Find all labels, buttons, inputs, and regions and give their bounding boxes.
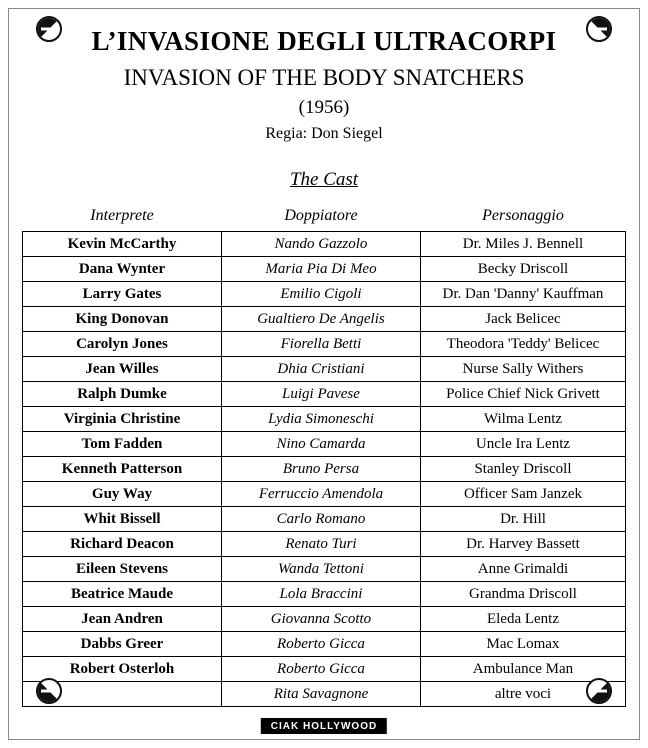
cell-doppiatore: Emilio Cigoli	[221, 282, 420, 307]
reel-mark-slit-icon	[41, 690, 57, 693]
cell-personaggio: Anne Grimaldi	[420, 557, 625, 582]
reel-mark-top-right-icon	[586, 16, 612, 42]
cell-doppiatore: Ferruccio Amendola	[221, 482, 420, 507]
table-header-row	[23, 205, 626, 232]
table-row	[23, 307, 626, 332]
table-row	[23, 507, 626, 532]
cell-doppiatore: Maria Pia Di Meo	[221, 257, 420, 282]
reel-mark-slit-icon	[591, 690, 607, 693]
table-row	[23, 457, 626, 482]
director-credit: Regia: Don Siegel	[265, 125, 383, 143]
document-header	[0, 0, 648, 143]
table-row	[23, 557, 626, 582]
column-header-interprete: Interprete	[90, 207, 154, 225]
cell-doppiatore: Luigi Pavese	[221, 382, 420, 407]
cell-personaggio: Stanley Driscoll	[420, 457, 625, 482]
cast-table-header	[23, 205, 626, 232]
cell-interprete: Jean Willes	[23, 357, 222, 382]
reel-mark-top-left-icon	[36, 16, 62, 42]
cell-personaggio: Officer Sam Janzek	[420, 482, 625, 507]
cell-doppiatore: Lydia Simoneschi	[221, 407, 420, 432]
table-row	[23, 532, 626, 557]
cell-interprete: Jean Andren	[23, 607, 222, 632]
cell-personaggio: Nurse Sally Withers	[420, 357, 625, 382]
table-row	[23, 632, 626, 657]
cell-doppiatore: Nando Gazzolo	[221, 232, 420, 257]
cell-personaggio: Wilma Lentz	[420, 407, 625, 432]
cell-interprete: Tom Fadden	[23, 432, 222, 457]
table-row	[23, 357, 626, 382]
cell-doppiatore: Fiorella Betti	[221, 332, 420, 357]
cell-interprete: Robert Osterloh	[23, 657, 222, 682]
cell-personaggio: Mac Lomax	[420, 632, 625, 657]
cell-interprete: Guy Way	[23, 482, 222, 507]
cell-interprete: Ralph Dumke	[23, 382, 222, 407]
column-header-doppiatore: Doppiatore	[284, 207, 358, 225]
reel-mark-slit-icon	[591, 28, 607, 31]
cell-doppiatore: Nino Camarda	[221, 432, 420, 457]
table-row	[23, 682, 626, 707]
cell-doppiatore: Giovanna Scotto	[221, 607, 420, 632]
reel-mark-bottom-right-icon	[586, 678, 612, 704]
cell-interprete: Richard Deacon	[23, 532, 222, 557]
cell-interprete: Dana Wynter	[23, 257, 222, 282]
table-row	[23, 282, 626, 307]
table-row	[23, 432, 626, 457]
cell-doppiatore: Lola Braccini	[221, 582, 420, 607]
table-row	[23, 407, 626, 432]
cast-table-wrapper	[22, 205, 626, 707]
cell-personaggio: Becky Driscoll	[420, 257, 625, 282]
cell-interprete: Dabbs Greer	[23, 632, 222, 657]
cell-personaggio: Grandma Driscoll	[420, 582, 625, 607]
cell-personaggio: Jack Belicec	[420, 307, 625, 332]
footer-logo: CIAK HOLLYWOOD	[261, 718, 387, 734]
cell-interprete: Carolyn Jones	[23, 332, 222, 357]
cell-personaggio: Eleda Lentz	[420, 607, 625, 632]
cell-personaggio: Ambulance Man	[420, 657, 625, 682]
cast-table	[22, 205, 626, 707]
page-title-english: INVASION OF THE BODY SNATCHERS	[123, 65, 525, 91]
table-row	[23, 607, 626, 632]
cell-interprete: Beatrice Maude	[23, 582, 222, 607]
cast-table-body	[23, 232, 626, 707]
cell-doppiatore: Roberto Gicca	[221, 657, 420, 682]
column-header-personaggio: Personaggio	[482, 207, 564, 225]
cell-doppiatore: Carlo Romano	[221, 507, 420, 532]
cell-personaggio: Theodora 'Teddy' Belicec	[420, 332, 625, 357]
reel-mark-slit-icon	[41, 28, 57, 31]
cell-doppiatore: Rita Savagnone	[221, 682, 420, 707]
cell-personaggio: Uncle Ira Lentz	[420, 432, 625, 457]
table-row	[23, 657, 626, 682]
cell-personaggio: Dr. Miles J. Bennell	[420, 232, 625, 257]
release-year: (1956)	[298, 97, 350, 119]
cell-doppiatore: Bruno Persa	[221, 457, 420, 482]
cast-section-heading: The Cast	[289, 169, 359, 191]
table-row	[23, 582, 626, 607]
cell-doppiatore: Renato Turi	[221, 532, 420, 557]
table-row	[23, 257, 626, 282]
cell-doppiatore: Wanda Tettoni	[221, 557, 420, 582]
cell-interprete: King Donovan	[23, 307, 222, 332]
reel-mark-bottom-left-icon	[36, 678, 62, 704]
cell-interprete: Larry Gates	[23, 282, 222, 307]
cell-interprete: Kevin McCarthy	[23, 232, 222, 257]
cell-interprete: Virginia Christine	[23, 407, 222, 432]
cell-doppiatore: Dhia Cristiani	[221, 357, 420, 382]
cell-personaggio: Dr. Dan 'Danny' Kauffman	[420, 282, 625, 307]
cell-personaggio: Dr. Hill	[420, 507, 625, 532]
cell-personaggio: Police Chief Nick Grivett	[420, 382, 625, 407]
cell-interprete: Eileen Stevens	[23, 557, 222, 582]
page-title-italian: L’INVASIONE DEGLI ULTRACORPI	[91, 26, 557, 56]
cell-doppiatore: Roberto Gicca	[221, 632, 420, 657]
table-row	[23, 382, 626, 407]
cell-interprete: Kenneth Patterson	[23, 457, 222, 482]
table-row	[23, 332, 626, 357]
cell-interprete: Whit Bissell	[23, 507, 222, 532]
cell-personaggio: Dr. Harvey Bassett	[420, 532, 625, 557]
table-row	[23, 482, 626, 507]
cell-personaggio: altre voci	[420, 682, 625, 707]
cell-doppiatore: Gualtiero De Angelis	[221, 307, 420, 332]
table-row	[23, 232, 626, 257]
